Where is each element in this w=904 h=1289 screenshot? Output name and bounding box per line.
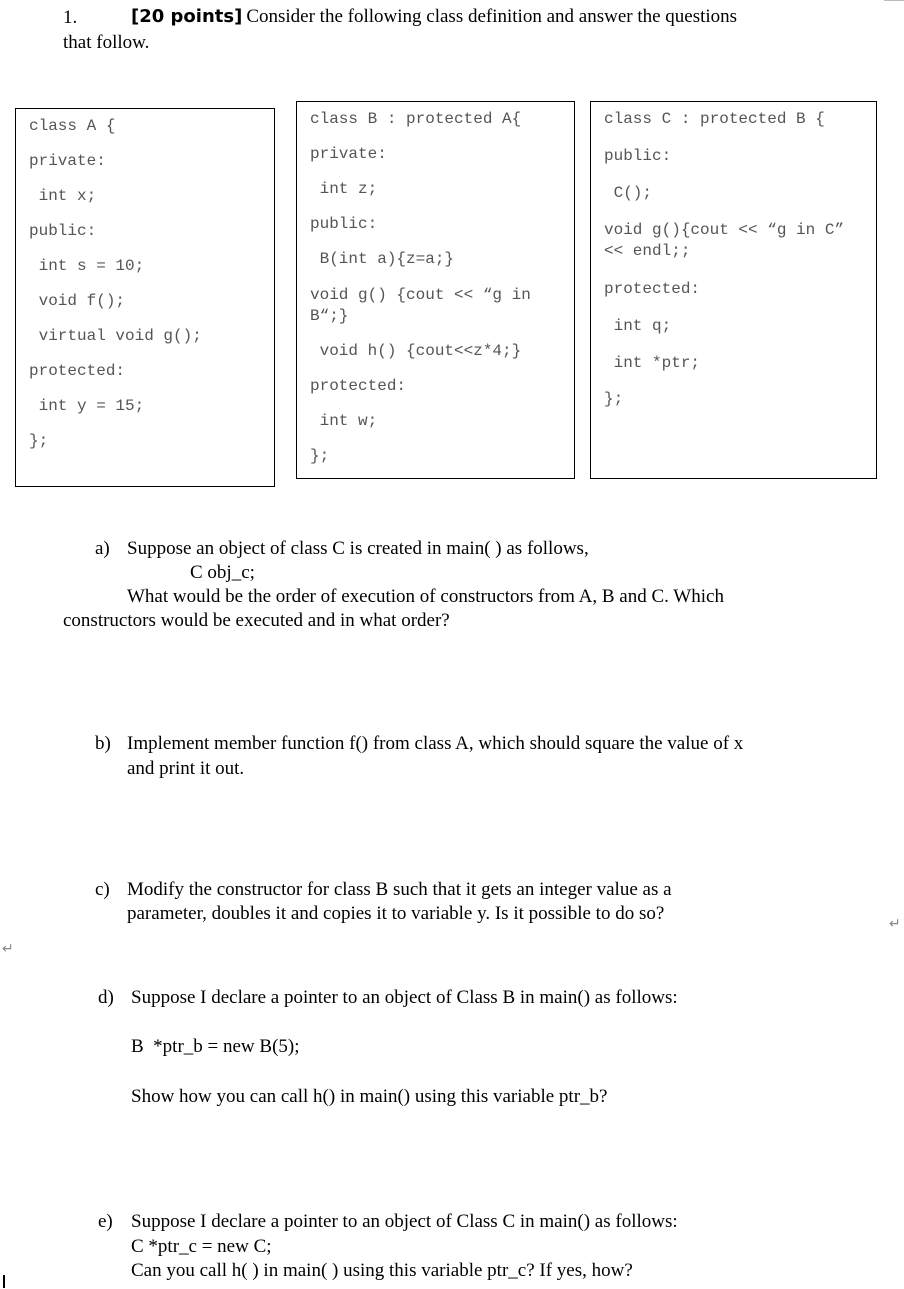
part-a-line1: Suppose an object of class C is created in main( ) as follows, [127,538,589,559]
class-b-line: }; [310,447,330,465]
class-c-line: C(); [604,184,653,202]
part-d-line1: Suppose I declare a pointer to an object of Class B in main() as follows: [131,987,678,1008]
part-b-line1: Implement member function f() from class A, which should square the value of x [127,733,744,754]
part-d-line2: B *ptr_b = new B(5); [131,1036,300,1057]
class-c-line: protected: [604,280,701,298]
part-c-line2: parameter, doubles it and copies it to variable y. Is it possible to do so? [127,903,665,924]
class-b-line: protected: [310,377,407,395]
class-c-line: class C : protected B { [604,110,825,128]
part-e-label: e) [98,1211,113,1232]
page-edge-mark [884,0,904,1]
class-a-line: }; [29,432,49,450]
question-number: 1. [63,7,78,28]
class-a-line: public: [29,222,97,240]
class-c-line: public: [604,147,672,165]
class-b-line: void g() {cout << “g in B“;} [310,286,531,325]
question-points: [20 points] [131,6,243,27]
class-a-line: virtual void g(); [29,327,202,345]
class-b-line: public: [310,215,378,233]
part-e-line3: Can you call h( ) in main( ) using this variable ptr_c? If yes, how? [131,1260,633,1281]
class-b-line: private: [310,145,387,163]
class-a-line: int x; [29,187,97,205]
class-b-box [296,101,575,479]
class-b-line: B(int a){z=a;} [310,250,455,268]
part-c-line1: Modify the constructor for class B such that it gets an integer value as a [127,879,672,900]
class-b-line: void h() {cout<<z*4;} [310,342,522,360]
class-a-line: int s = 10; [29,257,145,275]
part-e-line2: C *ptr_c = new C; [131,1236,272,1257]
class-c-box [590,101,877,479]
part-d-label: d) [98,987,114,1008]
part-a-line2: C obj_c; [190,562,255,583]
class-b-line: class B : protected A{ [310,110,522,128]
class-a-line: protected: [29,362,126,380]
text-cursor [3,1275,5,1288]
return-mark-icon: ↵ [2,941,14,957]
part-e-line1: Suppose I declare a pointer to an object of Class C in main() as follows: [131,1211,678,1232]
return-mark-icon: ↵ [889,916,901,932]
question-header [131,5,737,29]
part-d-line3: Show how you can call h() in main() using this variable ptr_b? [131,1086,608,1107]
part-c-label: c) [95,879,110,900]
class-b-line: int z; [310,180,378,198]
part-a-line4: constructors would be executed and in what order? [63,610,450,631]
question-intro-line1: Consider the following class definition and answer the questions [246,6,738,27]
class-a-line: int y = 15; [29,397,145,415]
part-b-line2: and print it out. [127,758,245,779]
part-a-label: a) [95,538,110,559]
part-b-label: b) [95,733,111,754]
class-a-line: private: [29,152,106,170]
class-a-line: void f(); [29,292,126,310]
class-a-box [15,108,275,487]
class-b-line: int w; [310,412,378,430]
class-c-line: void g(){cout << “g in C” << endl;; [604,221,845,260]
class-c-line: int q; [604,317,672,335]
part-a-line3: What would be the order of execution of constructors from A, B and C. Which [127,586,724,607]
class-c-line: int *ptr; [604,354,701,372]
class-c-line: }; [604,390,624,408]
class-a-line: class A { [29,117,116,135]
question-intro-line2: that follow. [63,32,150,53]
